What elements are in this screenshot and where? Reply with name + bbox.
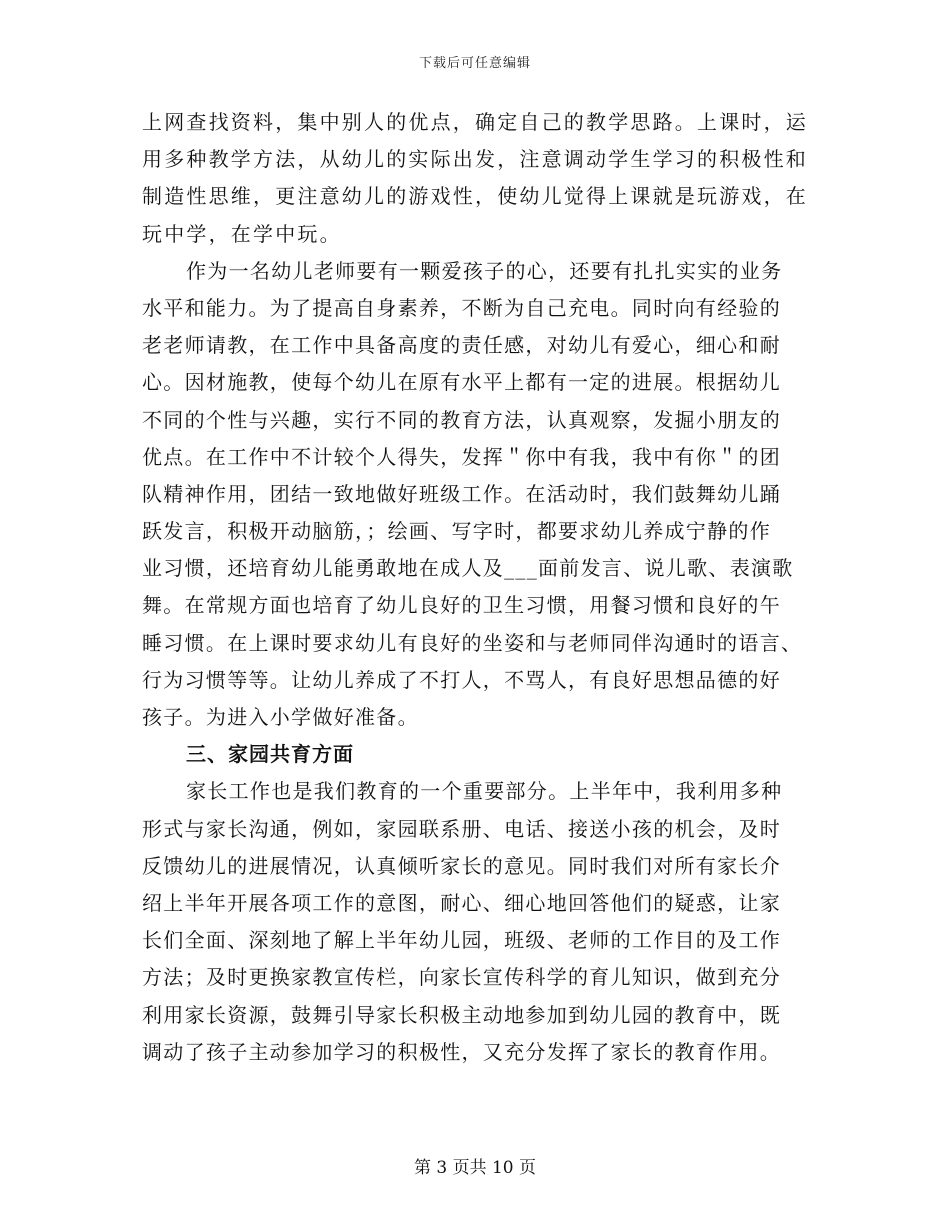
paragraph-line: 优点。在工作中不计较个人得失，发挥＂你中有我，我中有你＂的团 bbox=[142, 444, 781, 469]
paragraph-line: 跃发言，积极开动脑筋，；绘画、写字时，都要求幼儿养成宁静的作 bbox=[142, 519, 771, 544]
paragraph-line: 不同的个性与兴趣，实行不同的教育方法，认真观察，发掘小朋友的 bbox=[142, 407, 781, 432]
paragraph-line: 利用家长资源，鼓舞引导家长积极主动地参加到幼儿园的教育中，既 bbox=[142, 1002, 781, 1027]
paragraph-line: 孩子。为进入小学做好准备。 bbox=[142, 705, 419, 729]
paragraph-line: 上网查找资料，集中别人的优点，确定自己的教学思路。上课时，运 bbox=[142, 110, 808, 134]
section-heading: 三、家园共育方面 bbox=[186, 742, 354, 767]
paragraph-line: 队精神作用，团结一致地做好班级工作。在活动时，我们鼓舞幼儿踊 bbox=[142, 481, 781, 506]
paragraph-line: 制造性思维，更注意幼儿的游戏性，使幼儿觉得上课就是玩游戏，在 bbox=[142, 184, 808, 209]
paragraph-line: 绍上半年开展各项工作的意图，耐心、细心地回答他们的疑惑，让家 bbox=[142, 890, 781, 915]
paragraph-line: 睡习惯。在上课时要求幼儿有良好的坐姿和与老师同伴沟通时的语言、 bbox=[142, 630, 803, 655]
paragraph-line: 家长工作也是我们教育的一个重要部分。上半年中，我利用多种 bbox=[186, 779, 783, 804]
document-body bbox=[142, 104, 812, 1071]
paragraph-line: 老老师请教，在工作中具备高度的责任感，对幼儿有爱心，细心和耐 bbox=[142, 333, 781, 358]
paragraph-line: 调动了孩子主动参加学习的积极性，又充分发挥了家长的教育作用。 bbox=[142, 1039, 781, 1064]
paragraph-line: 心。因材施教，使每个幼儿在原有水平上都有一定的进展。根据幼儿 bbox=[142, 370, 781, 395]
paragraph-line: 玩中学，在学中玩。 bbox=[142, 221, 342, 246]
paragraph-line: 反馈幼儿的进展情况，认真倾听家长的意见。同时我们对所有家长介 bbox=[142, 853, 781, 878]
paragraph-line: 作为一名幼儿老师要有一颗爱孩子的心，还要有扎扎实实的业务 bbox=[186, 258, 783, 283]
page-header: 下载后可任意编辑 bbox=[418, 56, 531, 71]
page-number: 第 3 页共 10 页 bbox=[413, 1158, 537, 1178]
paragraph-line: 业习惯，还培育幼儿能勇敢地在成人及___面前发言、说儿歌、表演歌 bbox=[142, 556, 794, 581]
paragraph-line: 舞。在常规方面也培育了幼儿良好的卫生习惯，用餐习惯和良好的午 bbox=[142, 593, 781, 618]
paragraph-line: 行为习惯等等。让幼儿养成了不打人，不骂人，有良好思想品德的好 bbox=[142, 667, 781, 692]
paragraph-line: 方法；及时更换家教宣传栏，向家长宣传科学的育儿知识，做到充分 bbox=[142, 965, 781, 990]
paragraph-line: 用多种教学方法，从幼儿的实际出发，注意调动学生学习的积极性和 bbox=[142, 147, 808, 172]
paragraph-line: 水平和能力。为了提高自身素养，不断为自己充电。同时向有经验的 bbox=[142, 295, 781, 320]
paragraph-line: 形式与家长沟通，例如，家园联系册、电话、接送小孩的机会，及时 bbox=[142, 816, 781, 841]
paragraph-line: 长们全面、深刻地了解上半年幼儿园，班级、老师的工作目的及工作 bbox=[142, 928, 781, 953]
